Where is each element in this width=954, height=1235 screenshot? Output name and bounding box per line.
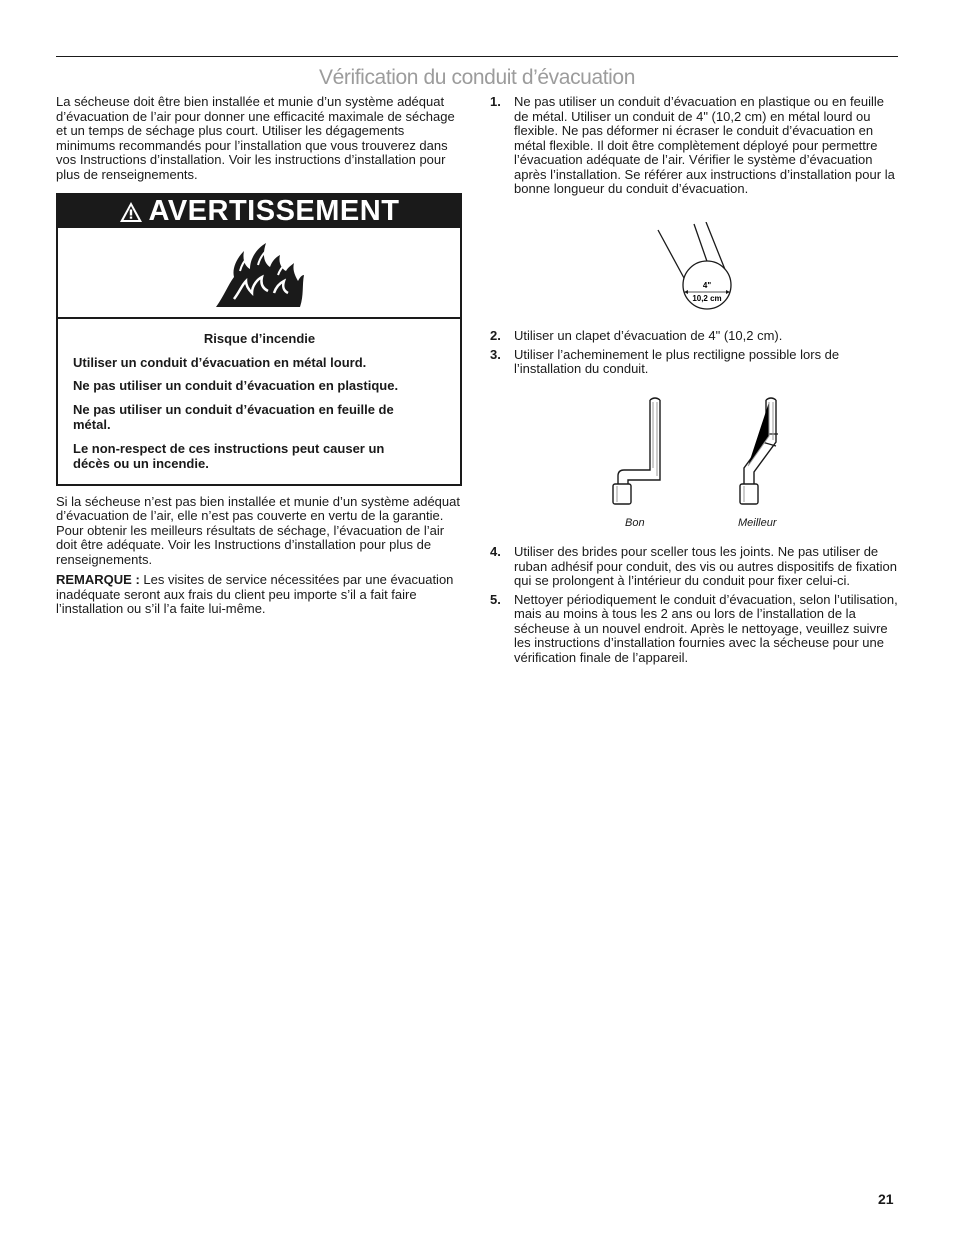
list-item	[490, 329, 898, 344]
warning-line-3: Ne pas utiliser un conduit d’évacuation en feuille de métal.	[73, 401, 394, 432]
list-item	[490, 95, 898, 197]
list-number: 5.	[490, 591, 501, 607]
warning-text	[58, 319, 460, 484]
warning-header-label: AVERTISSEMENT	[148, 195, 400, 227]
warning-box	[56, 193, 462, 486]
list-text: Utiliser un clapet d’évacuation de 4" (10,2 cm).	[514, 328, 783, 343]
items-2-3	[490, 329, 898, 377]
warranty-paragraph: Si la sécheuse n’est pas bien installée et munie d’un système adéquat d’évacuation de l’air, elle n’est pas couverte en vertu de la garantie. Pour obtenir les meilleurs résultats de séchage, l’évacuation de l’air doit être adéquate. Voir les Instructions d’installation pour plus de renseignements.	[56, 493, 460, 567]
list-item	[490, 545, 898, 589]
list-number: 3.	[490, 346, 501, 362]
list-number: 1.	[490, 94, 501, 109]
list-text: Ne pas utiliser un conduit d’évacuation en plastique ou en feuille de métal. Utiliser un conduit de 4" (10,2 cm) en métal lourd ou flexible. Ne pas déformer ni écraser le conduit d’évacuation en métal flexible. Il doit être complètement déployé pour permettre l’évacuation adéquate de l’air. Vérifier le système d’évacuation après l’installation. Se référer aux instructions d’installation pour la bonne longueur du conduit d’évacuation.	[514, 94, 895, 196]
remark-text: Les visites de service nécessitées par une évacuation inadéquate seront aux frais du client peu importe s’il a fait faire l’installation ou s’il l’a faite lui-même.	[56, 572, 454, 616]
caption-good: Bon	[625, 517, 645, 529]
right-column	[490, 95, 898, 197]
list-text: Utiliser des brides pour sceller tous les joints. Ne pas utiliser de ruban adhésif pour conduit, des vis ou autres dispositifs de fixation qui se prolongent à l’intérieur du conduit pour fixer celui-ci.	[514, 544, 898, 588]
duct-route-good-illustration	[604, 396, 666, 510]
warning-line-2: Ne pas utiliser un conduit d’évacuation en plastique.	[73, 378, 399, 393]
warning-triangle-icon	[119, 201, 143, 223]
list-text: Utiliser l’acheminement le plus rectiligne possible lors de l’installation du conduit.	[514, 346, 840, 376]
remark-label: REMARQUE :	[56, 572, 140, 587]
list-number: 2.	[490, 328, 501, 343]
remark-paragraph	[56, 573, 462, 617]
list-text: Nettoyer périodiquement le conduit d’évacuation, selon l’utilisation, mais au moins à tous les 2 ans ou lors de l’installation de la sécheuse à un nouvel endroit. Après le nettoyage, veuillez suivre les instructions d’installation fournies avec la sécheuse pour une vérification finale de l’appareil.	[514, 591, 898, 665]
duct-label-inches: 4"	[702, 281, 712, 290]
list-item	[490, 593, 898, 666]
list-number: 4.	[490, 544, 501, 559]
fire-icon	[214, 241, 306, 309]
caption-best: Meilleur	[738, 517, 777, 529]
left-column	[56, 95, 462, 617]
page-number: 21	[878, 1191, 894, 1207]
top-rule	[56, 56, 898, 57]
intro-paragraph: La sécheuse doit être bien installée et munie d’un système adéquat d’évacuation de l’air pour donner une efficacité maximale de séchage et un temps de séchage plus court. Utiliser les dégagements minimums recommandés pour l’installation que vous trouverez dans vos Instructions d’installation. Voir les instructions d’installation pour plus de renseignements.	[56, 94, 455, 182]
fire-pictogram-area	[58, 231, 460, 319]
duct-route-best-illustration	[734, 396, 788, 510]
list-item	[490, 348, 898, 377]
duct-label-cm: 10,2 cm	[692, 294, 722, 303]
warning-line-1: Utiliser un conduit d’évacuation en métal lourd.	[73, 354, 367, 370]
duct-diameter-illustration	[650, 222, 740, 314]
warning-header	[58, 195, 460, 231]
warning-line-4: Le non-respect de ces instructions peut causer un décès ou un incendie.	[73, 440, 385, 471]
warning-heading: Risque d’incendie	[203, 331, 316, 346]
items-4-5	[490, 545, 898, 665]
page-title: Vérification du conduit d’évacuation	[319, 66, 635, 89]
